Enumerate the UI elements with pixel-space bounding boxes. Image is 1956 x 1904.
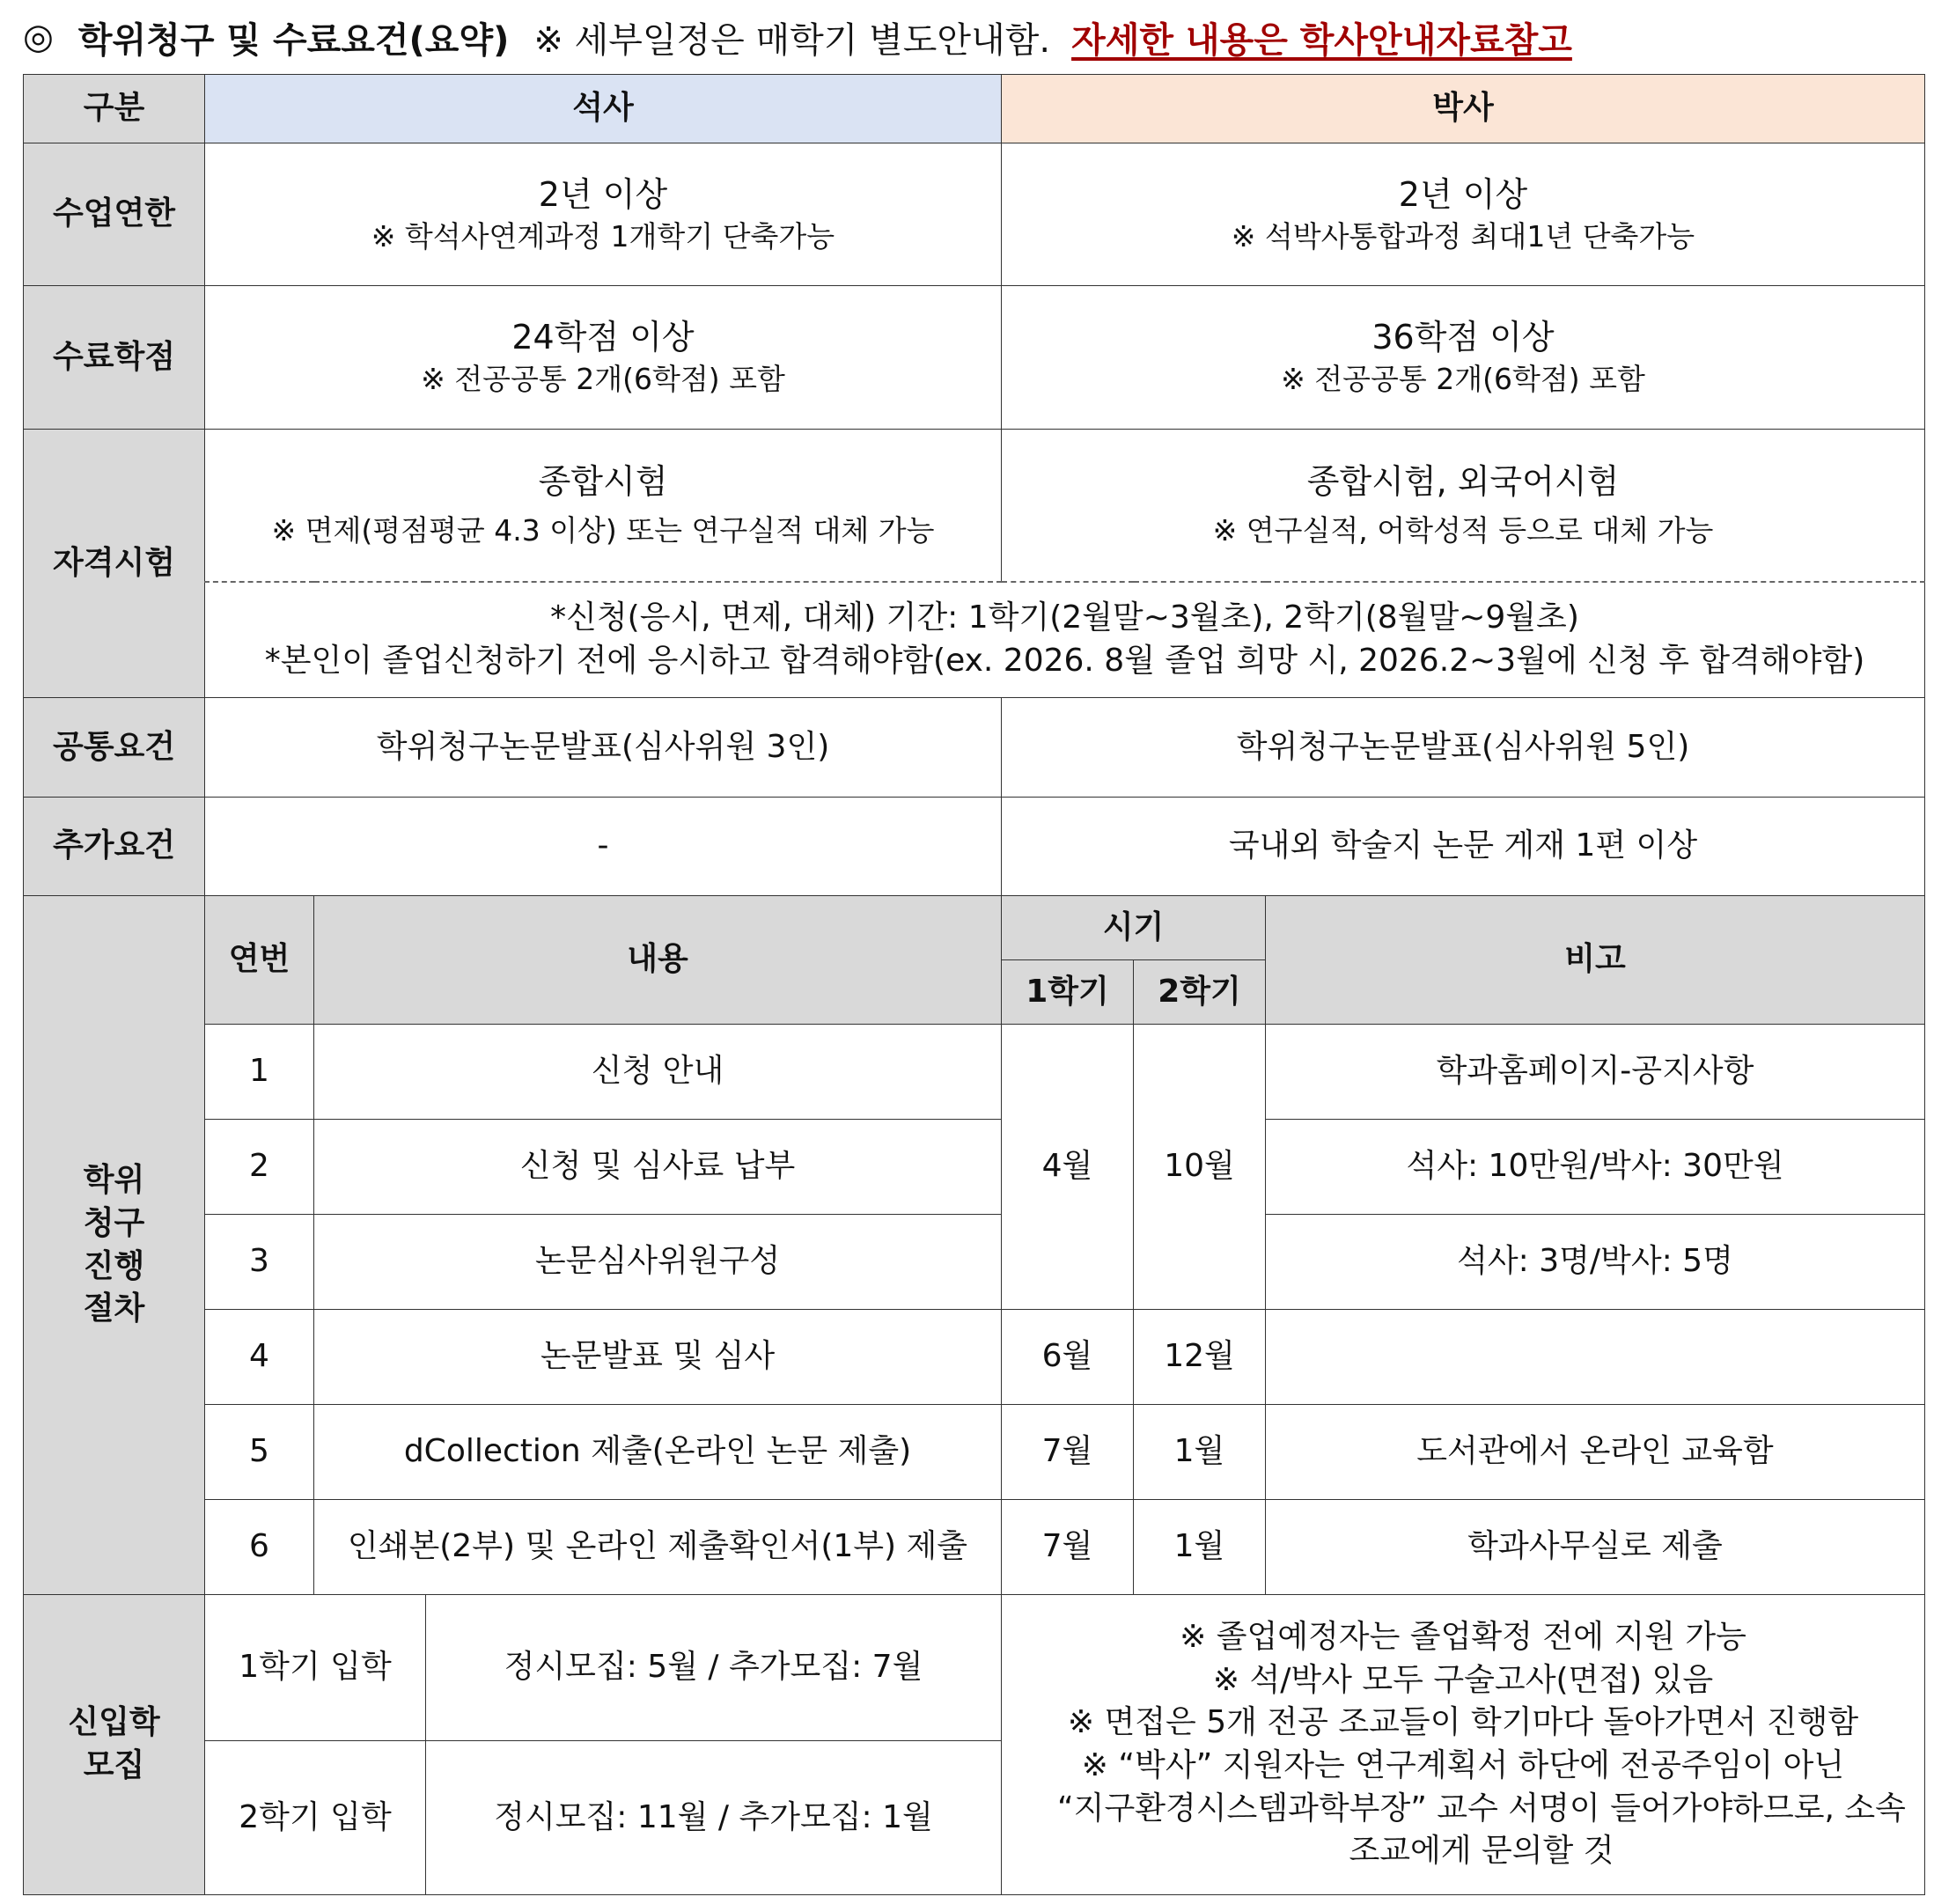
doctor-qualification [1002,430,1925,582]
doctor-study-period-main: 2년 이상 [1398,174,1528,214]
master-common: 학위청구논문발표(심사위원 3인) [205,698,1002,798]
admission-label [24,1595,205,1895]
remark-header: 비고 [1266,896,1925,1025]
credits-label: 수료학점 [24,286,205,430]
admission-sem1-label: 1학기 입학 [205,1595,426,1741]
step-remark: 학과홈페이지-공지사항 [1266,1025,1925,1120]
circle-mark-icon: ◎ [23,17,54,57]
master-credits [205,286,1002,430]
procedure-label-line: 진행 [83,1247,145,1284]
common-row [24,698,1925,798]
doctor-credits-main: 36학점 이상 [1371,318,1555,357]
study-period-label: 수업연한 [24,143,205,286]
doctor-header: 박사 [1002,75,1925,143]
doctor-study-period [1002,143,1925,286]
step-remark: 학과사무실로 제출 [1266,1500,1925,1595]
reference-link[interactable]: 자세한 내용은 학사안내자료참고 [1071,19,1572,61]
qualification-note-1: *신청(응시, 면제, 대체) 기간: 1학기(2월말~3월초), 2학기(8월말~9월초) [550,599,1579,636]
step-sem2: 12월 [1134,1310,1266,1405]
doctor-credits-note: ※ 전공공통 2개(6학점) 포함 [1281,362,1645,397]
doctor-qualification-note: ※ 연구실적, 어학성적 등으로 대체 가능 [1212,513,1714,548]
step-content: dCollection 제출(온라인 논문 제출) [314,1405,1002,1500]
table-row [24,1500,1925,1595]
step-remark: 석사: 10만원/박사: 30만원 [1266,1120,1925,1215]
page-title: 학위청구 및 수료요건(요약) [77,19,510,61]
credits-row [24,286,1925,430]
master-qualification-main: 종합시험 [538,461,668,501]
admission-note: ※ 석/박사 모두 구술고사(면접) 있음 [1212,1661,1714,1698]
doctor-study-period-note: ※ 석박사통합과정 최대1년 단축가능 [1231,218,1695,254]
doctor-qualification-main: 종합시험, 외국어시험 [1306,461,1620,501]
qualification-note-row [24,582,1925,698]
step-remark: 석사: 3명/박사: 5명 [1266,1215,1925,1310]
admission-row-sem1 [24,1595,1925,1741]
doctor-common: 학위청구논문발표(심사위원 5인) [1002,698,1925,798]
admission-note: ※ 면접은 5개 전공 조교들이 학기마다 돌아가면서 진행함 [1067,1704,1859,1741]
step-no: 5 [205,1405,314,1500]
procedure-label [24,896,205,1595]
page-title-bar [23,11,1933,63]
step-no: 4 [205,1310,314,1405]
step-remark: 도서관에서 온라인 교육함 [1266,1405,1925,1500]
step-content: 논문심사위원구성 [314,1215,1002,1310]
qualification-notes [205,582,1925,698]
table-row [24,1310,1925,1405]
master-credits-note: ※ 전공공통 2개(6학점) 포함 [421,362,785,397]
step-sem1: 7월 [1002,1500,1134,1595]
sem2-header: 2학기 [1134,960,1266,1025]
admission-sem1-value: 정시모집: 5월 / 추가모집: 7월 [426,1595,1002,1741]
step-sem1: 4월 [1002,1025,1134,1310]
admission-notes [1002,1595,1925,1895]
step-content: 신청 및 심사료 납부 [314,1120,1002,1215]
step-remark [1266,1310,1925,1405]
master-qualification-note: ※ 면제(평점평균 4.3 이상) 또는 연구실적 대체 가능 [271,513,935,548]
step-sem2: 10월 [1134,1025,1266,1310]
table-row [24,1025,1925,1120]
procedure-label-line: 학위 [83,1162,145,1199]
no-header: 연번 [205,896,314,1025]
step-content: 인쇄본(2부) 및 온라인 제출확인서(1부) 제출 [314,1500,1002,1595]
admission-note: “지구환경시스템과학부장” 교수 서명이 들어가야하므로, 소속 [1057,1790,1906,1827]
qualification-note-2: *본인이 졸업신청하기 전에 응시하고 합격해야함(ex. 2026. 8월 졸업 희망 시, 2026.2~3월에 신청 후 합격해야함) [264,642,1865,679]
master-qualification [205,430,1002,582]
master-study-period-note: ※ 학석사연계과정 1개학기 단축가능 [371,218,835,254]
step-content: 신청 안내 [314,1025,1002,1120]
qualification-row [24,430,1925,582]
category-header: 구분 [24,75,205,143]
timing-header: 시기 [1002,896,1266,960]
master-study-period-main: 2년 이상 [538,174,668,214]
study-period-row [24,143,1925,286]
master-study-period [205,143,1002,286]
header-row [24,75,1925,143]
admission-note: 조교에게 문의할 것 [1349,1833,1614,1870]
admission-note: ※ “박사” 지원자는 연구계획서 하단에 전공주임이 아닌 [1081,1747,1845,1783]
title-note: ※ 세부일정은 매학기 별도안내함. [533,19,1051,61]
master-credits-main: 24학점 이상 [511,318,695,357]
master-header: 석사 [205,75,1002,143]
step-content: 논문발표 및 심사 [314,1310,1002,1405]
procedure-label-line: 청구 [83,1204,145,1241]
step-sem2: 1월 [1134,1500,1266,1595]
content-header: 내용 [314,896,1002,1025]
step-no: 1 [205,1025,314,1120]
step-sem1: 6월 [1002,1310,1134,1405]
admission-sem2-label: 2학기 입학 [205,1741,426,1895]
table-row [24,1120,1925,1215]
admission-note: ※ 졸업예정자는 졸업확정 전에 지원 가능 [1180,1619,1746,1656]
step-no: 2 [205,1120,314,1215]
doctor-credits [1002,286,1925,430]
table-row [24,1215,1925,1310]
admission-sem2-value: 정시모집: 11월 / 추가모집: 1월 [426,1741,1002,1895]
common-label: 공통요건 [24,698,205,798]
step-sem1: 7월 [1002,1405,1134,1500]
admission-label-line: 모집 [83,1747,145,1783]
step-no: 6 [205,1500,314,1595]
admission-label-line: 신입학 [68,1704,160,1741]
step-sem2: 1월 [1134,1405,1266,1500]
table-row [24,1405,1925,1500]
doctor-additional: 국내외 학술지 논문 게재 1편 이상 [1002,798,1925,896]
master-additional: - [205,798,1002,896]
procedure-label-line: 절차 [83,1290,145,1327]
additional-row [24,798,1925,896]
qualification-label: 자격시험 [24,430,205,698]
procedure-header-row [24,896,1925,960]
sem1-header: 1학기 [1002,960,1134,1025]
requirements-table [23,74,1925,1895]
step-no: 3 [205,1215,314,1310]
additional-label: 추가요건 [24,798,205,896]
